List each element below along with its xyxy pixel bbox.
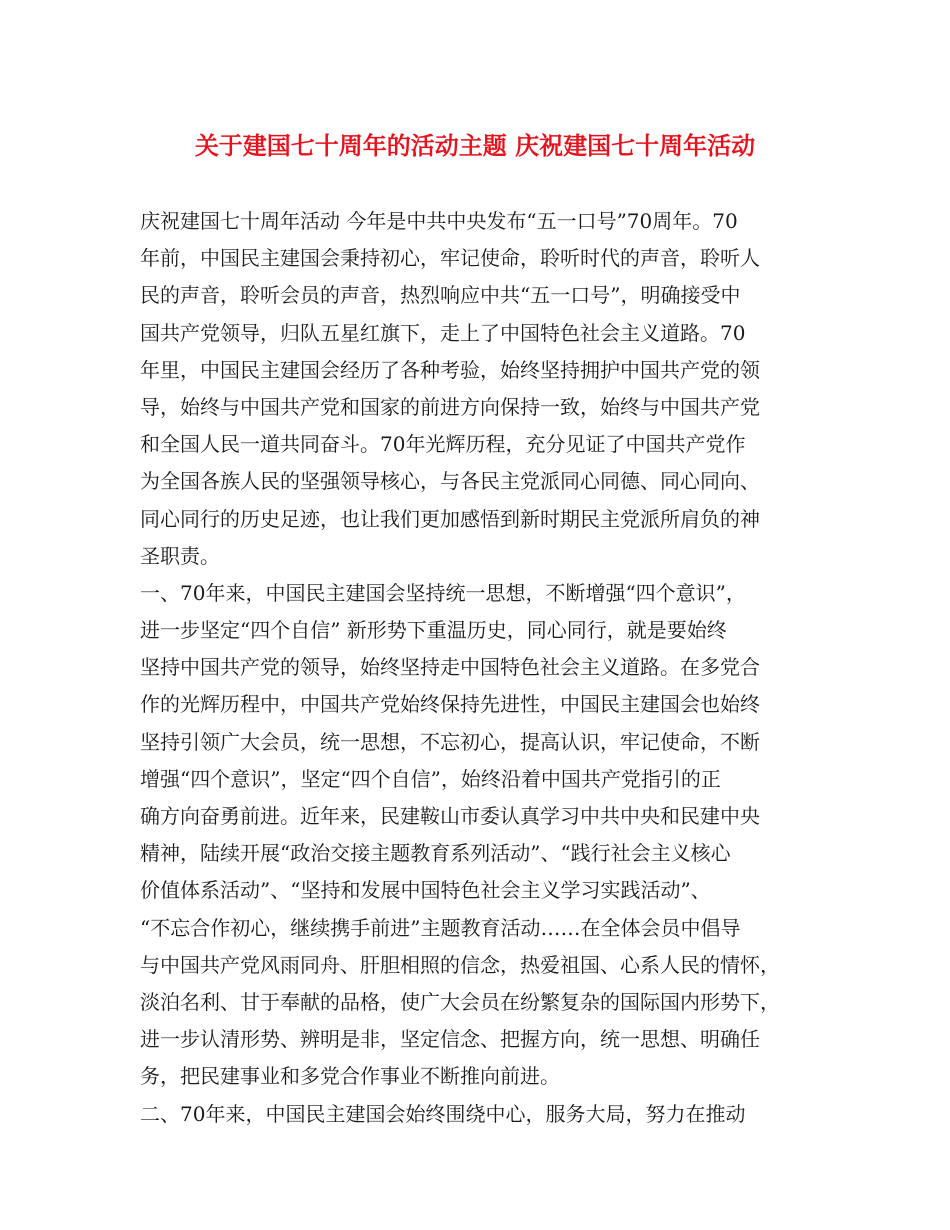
document-title: 关于建国七十周年的活动主题 庆祝建国七十周年活动 [194, 131, 756, 160]
body-line: 作的光辉历程中，中国共产党始终保持先进性，中国民主建国会也始终 [140, 692, 760, 717]
body-line: 进一步坚定“四个自信” 新形势下重温历史，同心同行，就是要始终 [140, 618, 727, 643]
body-line: 庆祝建国七十周年活动 今年是中共中央发布“五一口号”70周年。70 [140, 209, 738, 233]
body-line: 坚持引领广大会员，统一思想，不忘初心，提高认识，牢记使命，不断 [140, 729, 760, 754]
body-line: 为全国各族人民的坚强领导核心，与各民主党派同心同德、同心同向、 [140, 469, 760, 494]
body-line: 二、70年来，中国民主建国会始终围绕中心，服务大局，努力在推动 [140, 1101, 746, 1126]
body-line: 坚持中国共产党的领导，始终坚持走中国特色社会主义道路。在多党合 [140, 655, 760, 680]
body-line: 国共产党领导，归队五星红旗下，走上了中国特色社会主义道路。70 [140, 320, 746, 345]
body-line: 精神，陆续开展“政治交接主题教育系列活动”、“践行社会主义核心 [140, 841, 731, 866]
body-line: 淡泊名利、甘于奉献的品格，使广大会员在纷繁复杂的国际国内形势下， [140, 989, 780, 1014]
body-line: 导，始终与中国共产党和国家的前进方向保持一致，始终与中国共产党 [140, 394, 760, 419]
body-line: 圣职责。 [140, 543, 220, 568]
body-line: 年里，中国民主建国会经历了各种考验，始终坚持拥护中国共产党的领 [140, 357, 760, 382]
document-body [140, 203, 812, 1133]
body-line: 一、70年来，中国民主建国会坚持统一思想，不断增强“四个意识”， [140, 580, 746, 605]
body-line: 年前，中国民主建国会秉持初心，牢记使命，聆听时代的声音，聆听人 [140, 246, 760, 271]
body-line: 民的声音，聆听会员的声音，热烈响应中共“五一口号”，明确接受中 [140, 283, 741, 308]
body-line: 和全国人民一道共同奋斗。70年光辉历程，充分见证了中国共产党作 [140, 432, 746, 457]
body-line: “不忘合作初心，继续携手前进”主题教育活动……在全体会员中倡导 [140, 915, 741, 940]
body-line: 价值体系活动”、“坚持和发展中国特色社会主义学习实践活动”、 [140, 878, 711, 903]
body-line: 务，把民建事业和多党合作事业不断推向前进。 [140, 1064, 560, 1089]
body-line: 与中国共产党风雨同舟、肝胆相照的信念，热爱祖国、心系人民的情怀， [140, 952, 780, 977]
body-line: 确方向奋勇前进。近年来，民建鞍山市委认真学习中共中央和民建中央 [140, 804, 760, 828]
body-line: 进一步认清形势、辨明是非，坚定信念、把握方向，统一思想、明确任 [140, 1027, 760, 1052]
body-line: 增强“四个意识”，坚定“四个自信”，始终沿着中国共产党指引的正 [140, 766, 721, 791]
body-line: 同心同行的历史足迹，也让我们更加感悟到新时期民主党派所肩负的神 [140, 506, 760, 531]
